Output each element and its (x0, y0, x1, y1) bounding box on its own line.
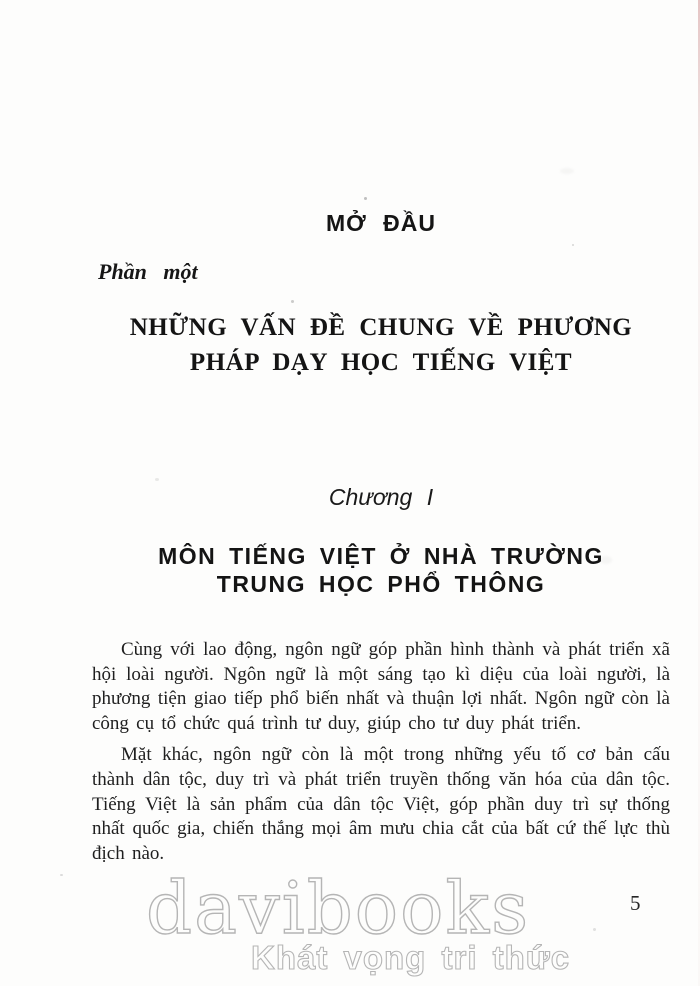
part-title-line-2: PHÁP DẠY HỌC TIẾNG VIỆT (189, 349, 573, 376)
chapter-title-line-2: TRUNG HỌC PHỔ THÔNG (216, 571, 546, 597)
scan-speck (593, 928, 596, 931)
chapter-title-line-1: MÔN TIẾNG VIỆT Ở NHÀ TRƯỜNG (158, 543, 604, 569)
chapter-label: Chương I (328, 484, 434, 510)
scan-speck (364, 197, 367, 200)
part-title-line-1: NHỮNG VẤN ĐỀ CHUNG VỀ PHƯƠNG (129, 314, 633, 341)
scan-smudge (600, 556, 612, 564)
scan-speck (60, 874, 63, 876)
body-text (92, 638, 670, 866)
scan-smudge (560, 168, 574, 174)
part-title (92, 310, 670, 380)
scan-speck (291, 300, 294, 303)
watermark-slogan: Khát vọng tri thức (251, 939, 571, 976)
paragraph-2: Mặt khác, ngôn ngữ còn là một trong những yếu tố cơ bản cấu thành dân tộc, duy trì và phát triển truyền thống văn hóa của dân tộc. Tiếng Việt là sản phẩm của dân tộc Việt, góp phần duy trì sự thống nhất quốc gia, chiến thắng mọi âm mưu chia cắt của bất cứ thế lực thù địch nào. (92, 744, 670, 864)
part-label: Phần một (98, 259, 198, 284)
watermark-brand: davibooks (146, 866, 531, 950)
scan-speck (572, 244, 574, 246)
page-number: 5 (630, 891, 641, 915)
scan-speck (155, 478, 159, 481)
main-title: MỞ ĐẦU (326, 210, 436, 236)
chapter-title (92, 542, 670, 598)
paragraph-1: Cùng với lao động, ngôn ngữ góp phần hình thành và phát triển xã hội loài người. Ngôn ngữ là một sáng tạo kì diệu của loài người, là phương tiện giao tiếp phổ biến nhất và thuận lợi nhất. Ngôn ngữ còn là công cụ tổ chức quá trình tư duy, giúp cho tư duy phát triển. (92, 639, 670, 734)
